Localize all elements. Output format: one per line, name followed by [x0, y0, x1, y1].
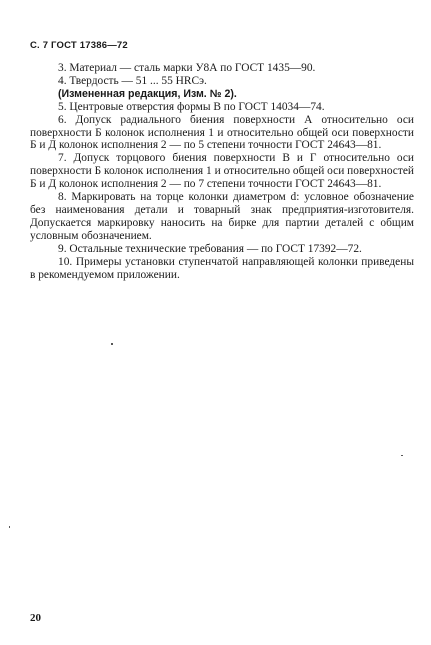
paragraph-amendment-note: (Измененная редакция, Изм. № 2).	[58, 87, 237, 100]
scan-speck	[111, 343, 113, 345]
paragraph-radial-runout: 6. Допуск радиального биения поверхности А относительно оси поверхности Б колонок исполнения 1 и относительно общей оси поверхности Б и Д колонок исполнения 2 — по 5 степени точности ГОСТ 24643—81.	[30, 113, 414, 152]
paragraph-examples: 10. Примеры установки ступенчатой направляющей колонки приведены в рекомендуемом приложении.	[30, 255, 414, 281]
page-number: 20	[30, 612, 41, 624]
paragraph-center-holes: 5. Центровые отверстия формы В по ГОСТ 14034—74.	[58, 100, 325, 113]
document-body	[30, 62, 414, 281]
paragraph-material: 3. Материал — сталь марки У8А по ГОСТ 1435—90.	[58, 62, 316, 74]
paragraph-hardness: 4. Твердость — 51 ... 55 HRCэ.	[58, 74, 207, 87]
scan-speck	[401, 455, 403, 456]
paragraph-axial-runout: 7. Допуск торцового биения поверхности В и Г относительно оси поверхности Б колонок исполнения 1 и относительно общей оси поверхностей Б и Д колонок исполнения 2 — по 7 степени точности ГОСТ 24643—81.	[30, 152, 414, 191]
paragraph-other-requirements: 9. Остальные технические требования — по ГОСТ 17392—72.	[58, 242, 362, 255]
scan-speck	[9, 526, 10, 528]
paragraph-marking: 8. Маркировать на торце колонки диаметром d: условное обозначение без наименования детали и товарный знак предприятия-изготовителя. Допускается маркировку наносить на бирке для партии деталей с общим условным обозначением.	[30, 191, 414, 242]
page-header: С. 7 ГОСТ 17386—72	[30, 40, 128, 51]
